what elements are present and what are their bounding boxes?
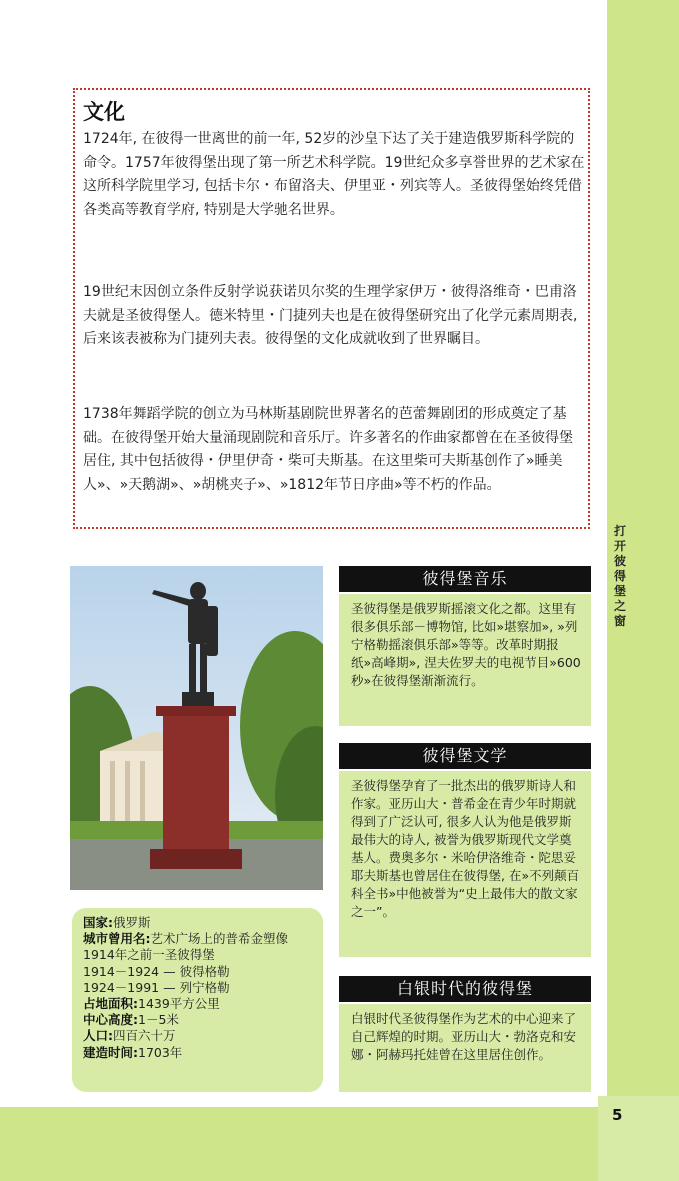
silver-age-section-body: 白银时代圣彼得堡作为艺术的中心迎来了自己辉煌的时期。亚历山大・勃洛克和安娜・阿赫玛托娃曾在这里居住创作。 (339, 1004, 591, 1092)
literature-section-title: 彼得堡文学 (339, 743, 591, 769)
page-number-box (598, 1096, 679, 1181)
pushkin-statue-photo (70, 566, 323, 890)
page-number: 5 (612, 1106, 623, 1124)
fact-area: 占地面积:1439平方公里 (83, 996, 220, 1012)
culture-paragraph-1: 1724年, 在彼得一世离世的前一年, 52岁的沙皇下达了关于建造俄罗斯科学院的命令。1757年彼得堡出现了第一所艺术科学院。19世纪众多享誉世界的艺术家在这所科学院里学习, 包括卡尔・布留洛夫、伊里亚・列宾等人。圣彼得堡始终凭借各类高等教育学府, 特别是大学驰名世界。 (83, 131, 585, 218)
literature-section-body: 圣彼得堡孕育了一批杰出的俄罗斯诗人和作家。亚历山大・普希金在青少年时期就得到了广泛认可, 很多人认为他是俄罗斯最伟大的诗人, 被誉为俄罗斯现代文学奠基人。费奥多尔・米哈伊洛维奇・陀思妥耶夫斯基也曾居住在彼得堡, 在»不列颠百科全书»中他被誉为“史上最伟大的散文家之一”。 (339, 771, 591, 957)
culture-paragraph-3: 1738年舞蹈学院的创立为马林斯基剧院世界著名的芭蕾舞剧团的形成奠定了基础。在彼得堡开始大量涌现剧院和音乐厅。许多著名的作曲家都曾在在圣彼得堡居住, 其中包括彼得・伊里伊奇・柴可夫斯基。在这里柴可夫斯基创作了»睡美人»、»天鹅湖»、»胡桃夹子»、»1812年节日序曲»等不朽的作品。 (83, 406, 573, 493)
bottom-band (0, 1107, 598, 1181)
fact-name-history-1: 1914年之前一圣彼得堡 (83, 947, 215, 963)
fact-founded: 建造时间:1703年 (83, 1044, 183, 1060)
fact-name-history-3: 1924－1991 — 列宁格勒 (83, 979, 230, 995)
fact-population: 人口:四百六十万 (83, 1028, 176, 1044)
fact-country: 国家:俄罗斯 (83, 915, 151, 930)
chapter-side-label: 打开彼得堡之窗 (613, 524, 626, 628)
music-section-title: 彼得堡音乐 (339, 566, 591, 592)
fact-former-names: 城市曾用名:艺术广场上的普希金塑像 (83, 931, 289, 947)
music-section-body: 圣彼得堡是俄罗斯摇滚文化之都。这里有很多俱乐部－博物馆, 比如»堪察加», »列宁格勒摇滚俱乐部»等等。改革时期报纸»高峰期», 涅夫佐罗夫的电视节目»600秒»在彼得堡渐渐流行。 (339, 594, 591, 726)
city-facts (83, 915, 315, 1061)
culture-title: 文化 (83, 100, 125, 124)
fact-name-history-2: 1914－1924 — 彼得格勒 (83, 963, 230, 979)
fact-elevation: 中心高度:1－5米 (83, 1012, 179, 1028)
silver-age-section-title: 白银时代的彼得堡 (339, 976, 591, 1002)
culture-paragraph-2: 19世纪末因创立条件反射学说获诺贝尔奖的生理学家伊万・彼得洛维奇・巴甫洛夫就是圣彼得堡人。德米特里・门捷列夫也是在彼得堡研究出了化学元素周期表, 后来该表被称为门捷列夫表。彼得堡的文化成就收到了世界瞩目。 (83, 284, 578, 347)
